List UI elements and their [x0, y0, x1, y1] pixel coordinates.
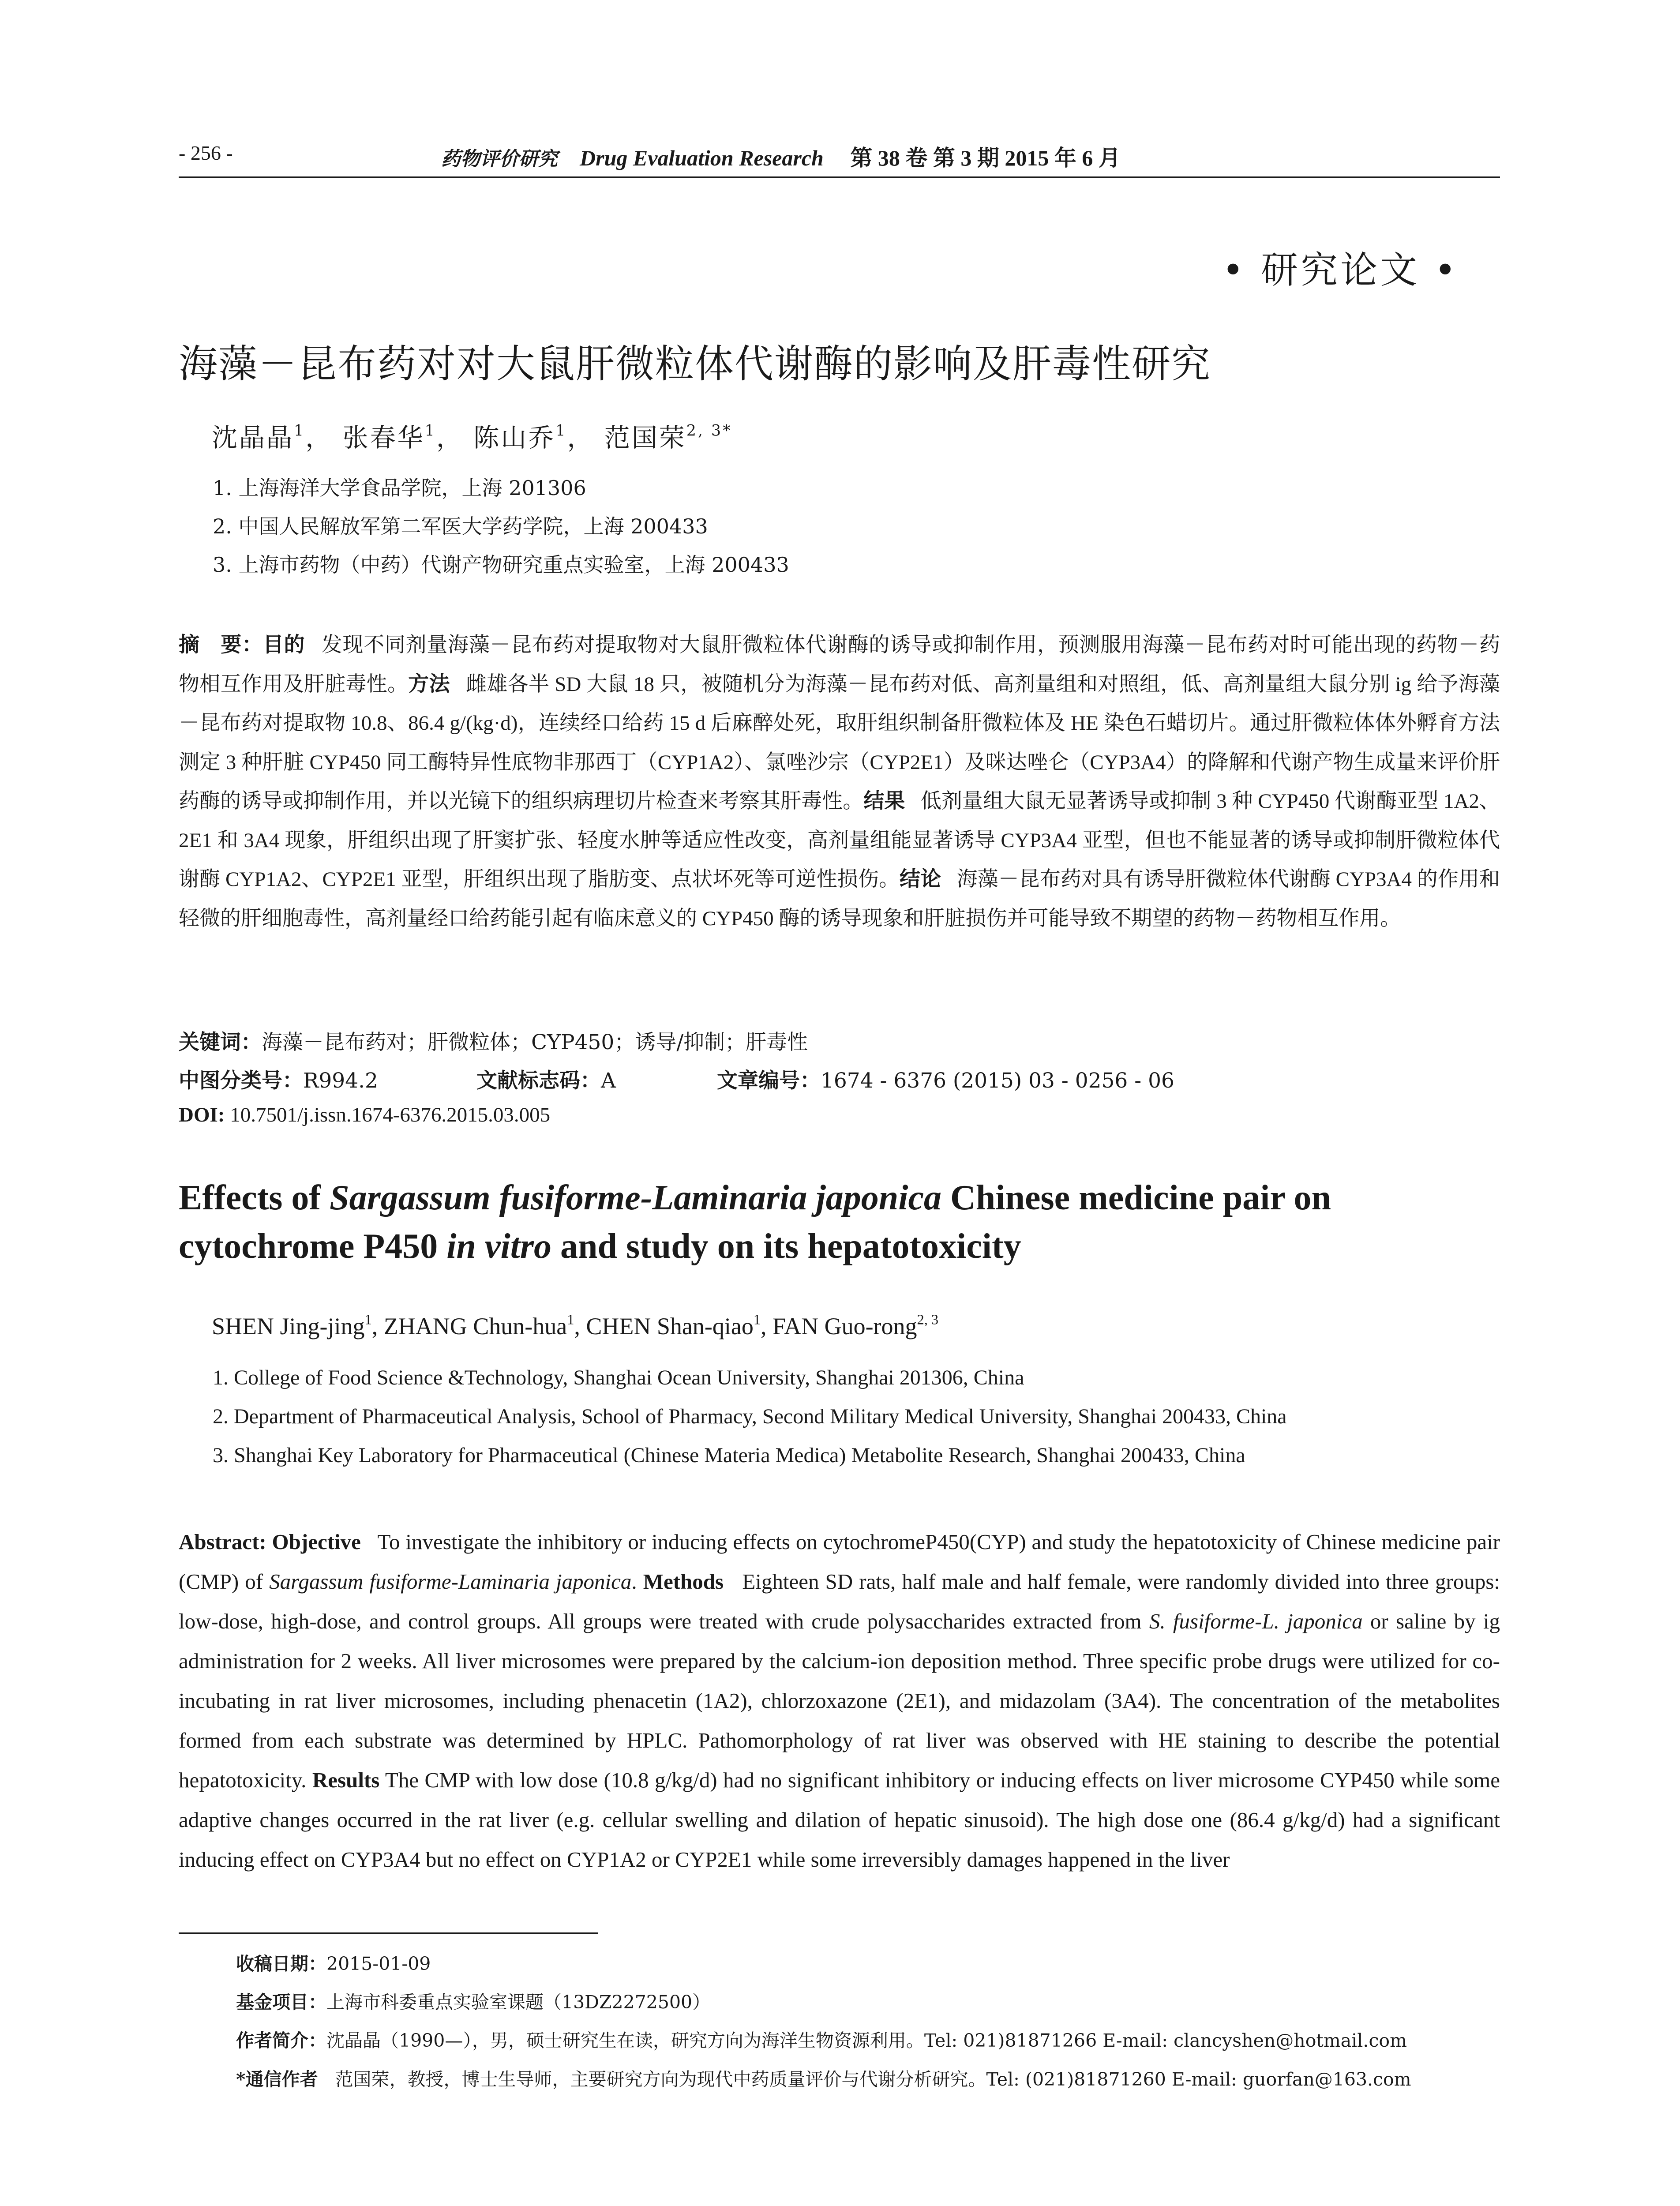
footnote-text: 上海市科委重点实验室课题（13DZ2272500） [326, 1992, 711, 2013]
author-sup: 1 [294, 422, 306, 440]
species-dash: - [1255, 1609, 1262, 1633]
title-part: and study on its hepatotoxicity [551, 1227, 1021, 1266]
keywords-text: 海藻－昆布药对；肝微粒体；CYP450；诱导/抑制；肝毒性 [262, 1030, 808, 1054]
journal-name-cn: 药物评价研究 [441, 148, 558, 170]
footnote-text: 沈晶晶（1990—），男，硕士研究生在读，研究方向为海洋生物资源利用。Tel: 021)81871266 E-mail: clancyshen@hotmail.com [326, 2030, 1407, 2051]
author-name: 沈晶晶 [212, 423, 294, 453]
cn-affiliation: 3. 上海市药物（中药）代谢产物研究重点实验室，上海 200433 [213, 553, 789, 577]
author-name: 陈山乔 [473, 423, 556, 453]
methods-text-cont: or saline by ig administration for 2 weeks. All liver microsomes were prepared by the calcium-ion deposition method. Three specific probe drugs were utilized for co-incubating in rat liver microsomes, including phenacetin (1A2), chlorzoxazone (2E1), and midazolam (3A4). The concentration of the metabolites formed from each substrate was determined by HPLC. Pathomorphology of rat liver was observed with HE staining to describe the potential hepatotoxicity. [179, 1609, 1500, 1792]
author-name: 范国荣 [604, 423, 686, 453]
footnote-funding [236, 1988, 710, 2014]
cn-authors: 沈晶晶$^1$， 张春华$^1$， 陈山乔$^1$， 范国荣$^{2, 3*}$ [212, 422, 732, 453]
footnote-received [236, 1949, 431, 1975]
conclusion-label: 结论 [900, 868, 941, 891]
methods-text: 雌雄各半 SD 大鼠 18 只，被随机分为海藻－昆布药对低、高剂量组和对照组，低、高剂量组大鼠分别 ig 给予海藻－昆布药对提取物 10.8、86.4 g/(kg·d)，连续经口给药 15 d 后麻醉处死，取肝组织制备肝微粒体及 HE 染色石蜡切片。通过肝微粒体体外孵育方法测定 3 种肝脏 CYP450 同工酶特异性底物非那西丁（CYP1A2）、氯唑沙宗（CYP2E1）及咪达唑仑（CYP3A4）的降解和代谢产物生成量来评价肝药酶的诱导或抑制作用，并以光镜下的组织病理切片检查来考察其肝毒性。 [179, 672, 1500, 813]
section-tag: • 研究论文 • [1222, 248, 1459, 292]
abstract-label: 摘 要： [179, 634, 263, 657]
doc-code-label: 文献标志码： [476, 1069, 601, 1093]
footnote-label: 收稿日期： [236, 1953, 326, 1974]
en-abstract [179, 1522, 1500, 1880]
en-authors: SHEN Jing-jing$^1$, ZHANG Chun-hua$^1$, CHEN Shan-qiao$^1$, FAN Guo-rong$^{2, 3}$ [212, 1312, 939, 1339]
en-title [179, 1174, 1502, 1271]
cn-keywords [179, 1026, 808, 1055]
running-header [441, 140, 1121, 172]
objective-label: 目的 [262, 634, 305, 657]
results-text: 低剂量组大鼠无显著诱导或抑制 3 种 CYP450 代谢酶亚型 1A2、2E1 和 3A4 现象，肝组织出现了肝窦扩张、轻度水肿等适应性改变，高剂量组能显著诱导 CYP3A4 亚型，但也不能显著的诱导或抑制肝微粒体代谢酶 CYP1A2、CYP2E1 亚型，肝组织出现了脂肪变、点状坏死等可逆性损伤。 [179, 790, 1500, 891]
footnote-label: *通信作者 [236, 2069, 318, 2090]
author-name: FAN Guo-rong [772, 1313, 917, 1339]
author-sup: 2, 3 [917, 1312, 939, 1328]
en-affiliation: 3. Shanghai Key Laboratory for Pharmaceutical (Chinese Materia Medica) Metabolite Research, Shanghai 200433, China [213, 1444, 1245, 1467]
clc-value: R994.2 [303, 1069, 378, 1093]
cn-doc-code [476, 1064, 616, 1094]
methods-text: Eighteen SD rats, half male and half female, were randomly divided into three groups: low-dose, high-dose, and control groups. All groups were treated with crude polysaccharides extracted from [179, 1569, 1500, 1633]
footnote-label: 基金项目： [236, 1992, 326, 2013]
objective-text-end: . [631, 1569, 637, 1594]
objective-label: Objective [272, 1530, 361, 1554]
cn-doi [179, 1103, 550, 1127]
cn-classification [179, 1064, 378, 1094]
keywords-label: 关键词： [179, 1030, 262, 1054]
author-sup: 1 [753, 1312, 761, 1328]
doi-value: 10.7501/j.issn.1674-6376.2015.03.005 [230, 1103, 551, 1126]
journal-name-en: Drug Evaluation Research [580, 146, 824, 170]
author-sup: 1 [364, 1312, 372, 1328]
cn-affiliation: 2. 中国人民解放军第二军医大学药学院，上海 200433 [213, 514, 708, 538]
species-name: S. fusiforme [1149, 1609, 1255, 1633]
clc-label: 中图分类号： [179, 1069, 303, 1093]
title-part: Effects of [179, 1178, 330, 1217]
footnote-label: 作者简介： [236, 2030, 326, 2051]
title-part: Chinese medicine pair on cytochrome P450 [179, 1178, 1331, 1266]
title-part-italic: in vitro [446, 1227, 552, 1266]
doc-code-value: A [601, 1069, 616, 1093]
cn-abstract [179, 626, 1500, 938]
volume-issue: 第 38 卷 第 3 期 2015 年 6 月 [850, 146, 1121, 170]
objective-text: 发现不同剂量海藻－昆布药对提取物对大鼠肝微粒体代谢酶的诱导或抑制作用，预测服用海藻－昆布药对时可能出现的药物－药物相互作用及肝脏毒性。 [179, 634, 1500, 696]
cn-title: 海藻－昆布药对对大鼠肝微粒体代谢酶的影响及肝毒性研究 [179, 341, 1211, 386]
cn-article-number [717, 1064, 1174, 1094]
abstract-label: Abstract: [179, 1530, 266, 1554]
author-name: ZHANG Chun-hua [383, 1313, 567, 1339]
footnote-corresponding [236, 2065, 1411, 2091]
footnote-text: 范国荣，教授，博士生导师，主要研究方向为现代中药质量评价与代谢分析研究。Tel: (021)81871260 E-mail: guorfan@163.com [335, 2069, 1411, 2090]
author-sup: 2, 3* [686, 422, 732, 440]
methods-label: Methods [643, 1569, 724, 1594]
results-label: Results [312, 1768, 380, 1792]
en-affiliation: 2. Department of Pharmaceutical Analysis, School of Pharmacy, Second Military Medical University, Shanghai 200433, China [213, 1405, 1287, 1428]
footnote-rule [179, 1932, 598, 1934]
article-no-value: 1674 - 6376 (2015) 03 - 0256 - 06 [821, 1069, 1174, 1093]
methods-label: 方法 [408, 672, 450, 696]
cn-affiliation: 1. 上海海洋大学食品学院，上海 201306 [213, 476, 586, 500]
doi-label: DOI: [179, 1103, 225, 1126]
conclusion-text: 海藻－昆布药对具有诱导肝微粒体代谢酶 CYP3A4 的作用和轻微的肝细胞毒性，高剂量经口给药能引起有临床意义的 CYP450 酶的诱导现象和肝脏损伤并可能导致不期望的药物－药物相互作用。 [179, 868, 1500, 930]
author-name: 张春华 [342, 423, 425, 453]
species-name: L. japonica [1262, 1609, 1363, 1633]
author-sup: 1 [555, 422, 567, 440]
header-rule [179, 176, 1500, 178]
article-no-label: 文章编号： [717, 1069, 821, 1093]
results-text: The CMP with low dose (10.8 g/kg/d) had no significant inhibitory or inducing effects on liver microsome CYP450 while some adaptive changes occurred in the rat liver (e.g. cellular swelling and dilation of hepatic sinusoid). The high dose one (86.4 g/kg/d) had a significant inducing effect on CYP3A4 but no effect on CYP1A2 or CYP2E1 while some irreversibly damages happened in the liver [179, 1768, 1500, 1872]
species-name: Sargassum fusiforme-Laminaria japonica [269, 1569, 632, 1594]
title-part-italic: Sargassum fusiforme-Laminaria japonica [330, 1178, 941, 1217]
results-label: 结果 [863, 790, 905, 813]
page-number: - 256 - [179, 142, 233, 164]
objective-text: To investigate the inhibitory or inducing effects on cytochromeP450(CYP) and study the hepatotoxicity of Chinese medicine pair (CMP) of [179, 1530, 1500, 1594]
author-name: SHEN Jing-jing [212, 1313, 365, 1339]
en-affiliation: 1. College of Food Science &Technology, Shanghai Ocean University, Shanghai 201306, China [213, 1366, 1024, 1389]
author-sup: 1 [567, 1312, 574, 1328]
footnote-text: 2015-01-09 [326, 1953, 431, 1974]
author-sup: 1 [424, 422, 436, 440]
footnote-author-bio [236, 2026, 1407, 2052]
author-name: CHEN Shan-qiao [586, 1313, 754, 1339]
